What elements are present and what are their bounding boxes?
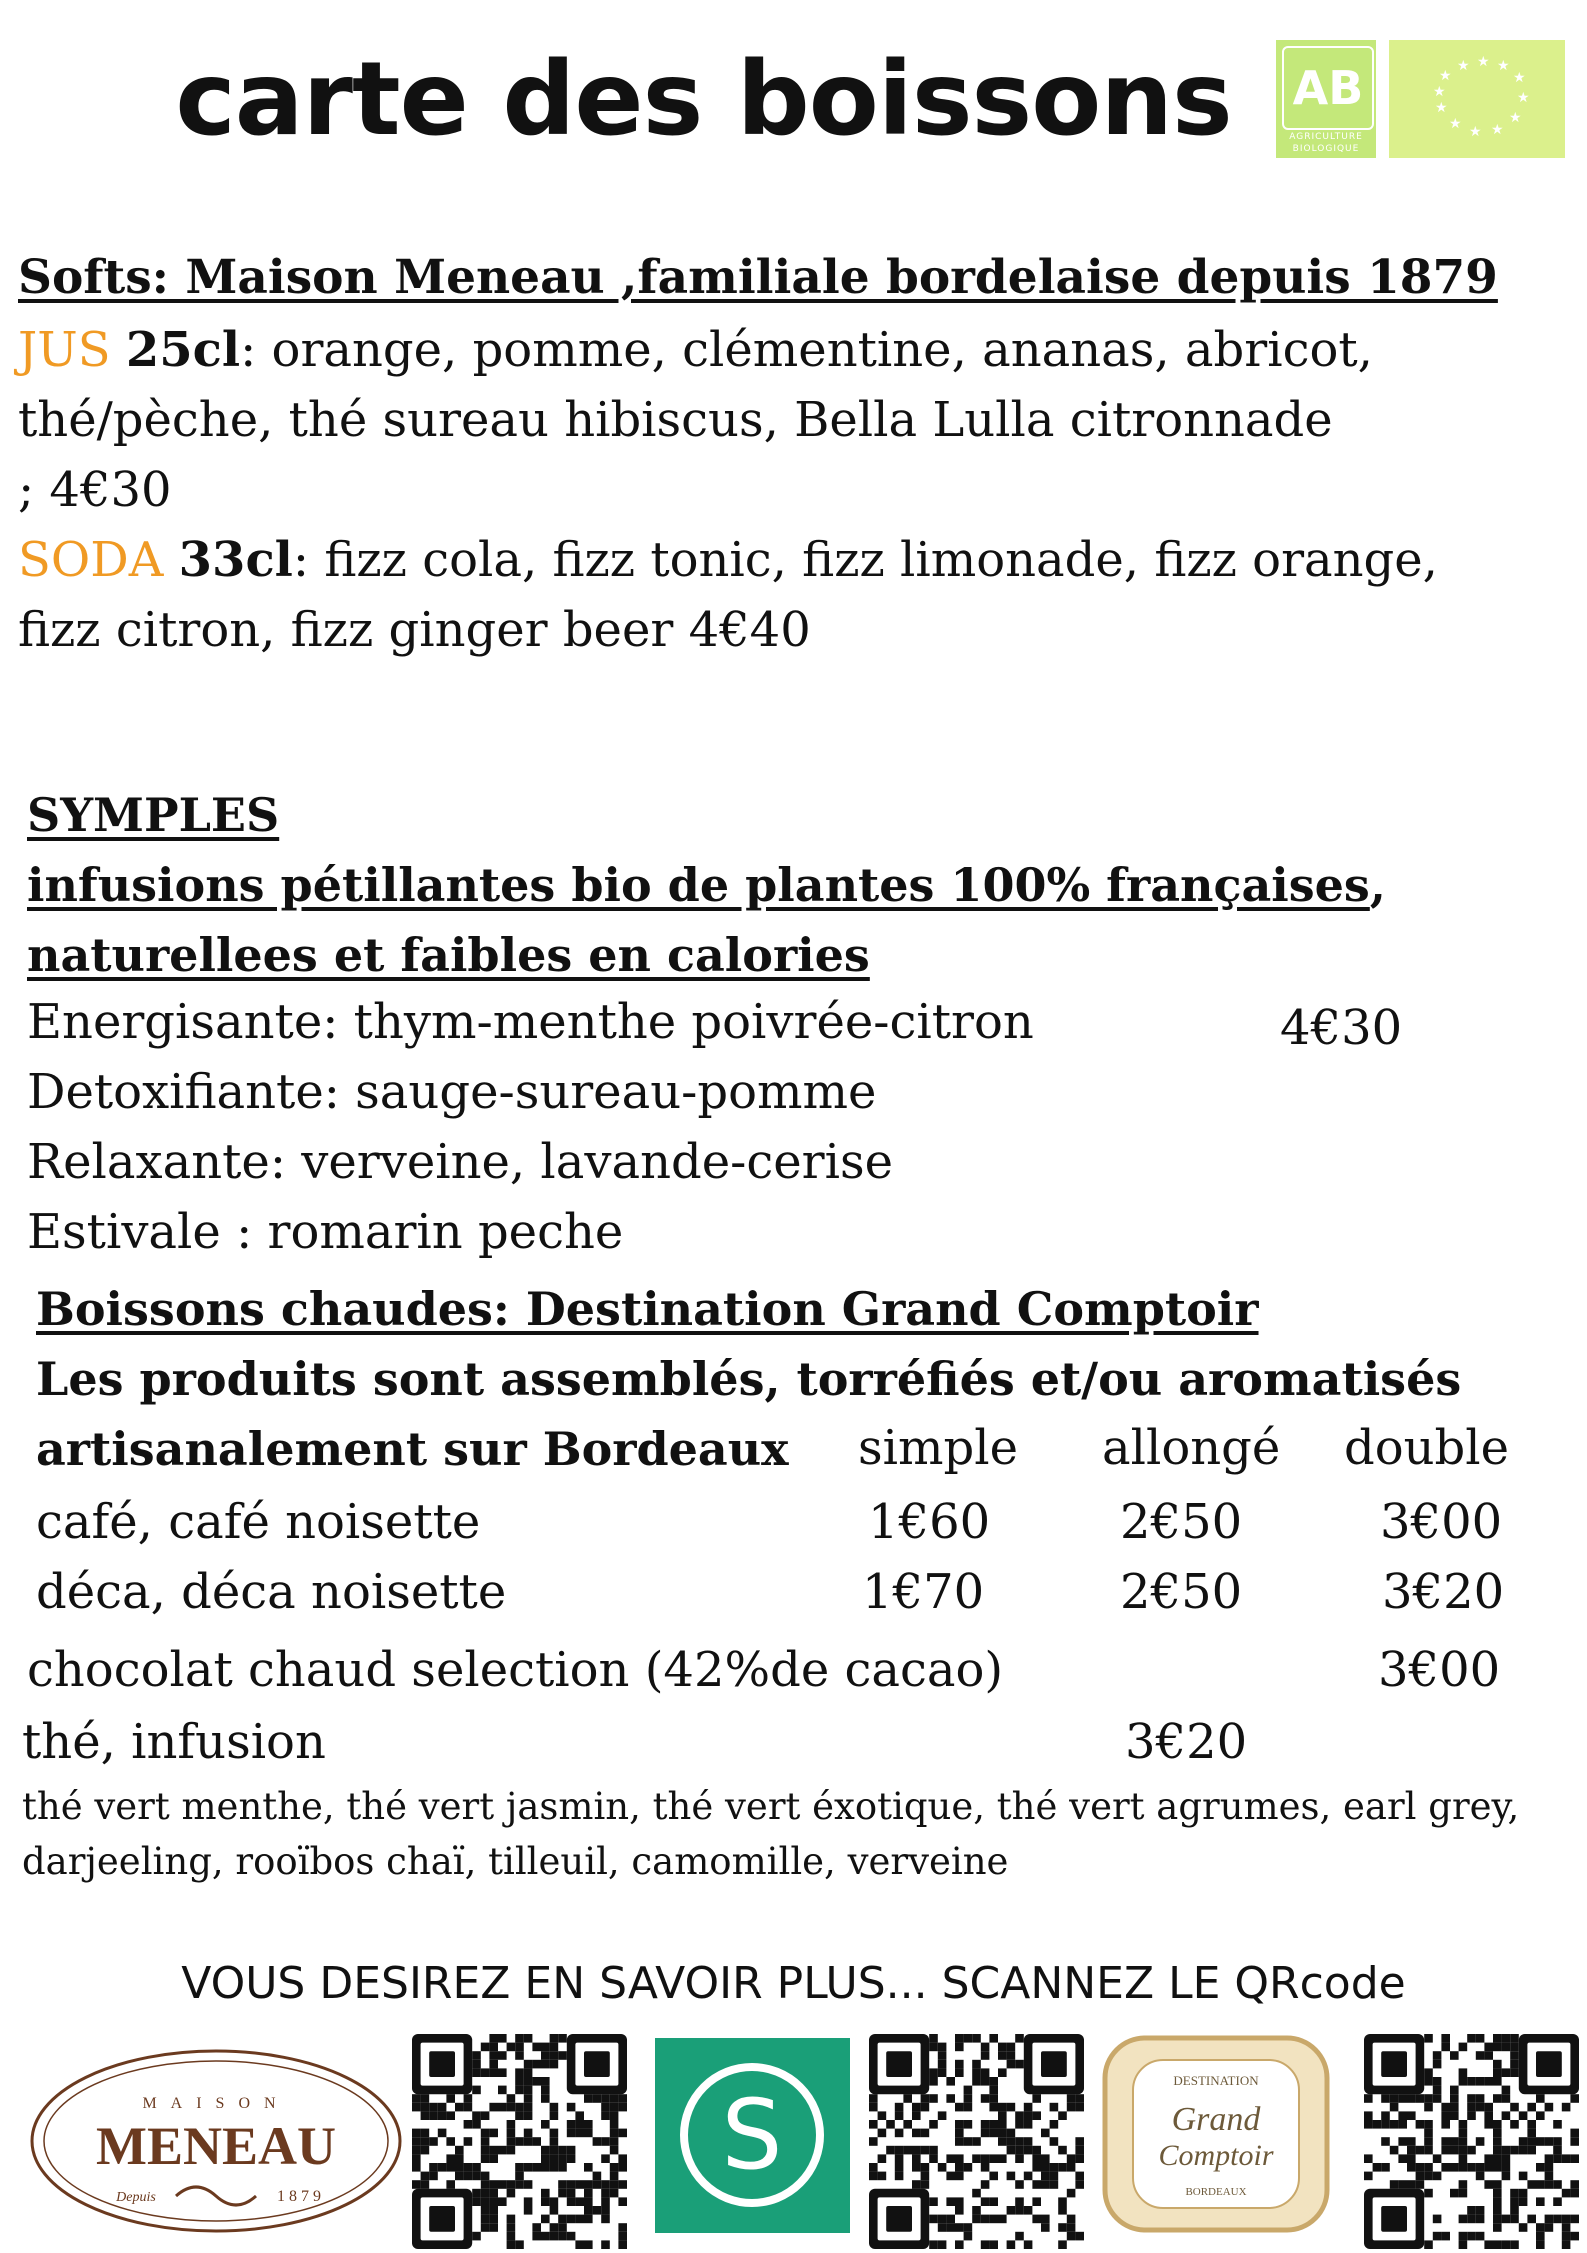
jus-price: ; 4€30	[18, 462, 172, 518]
the-list-1: thé vert menthe, thé vert jasmin, thé vert éxotique, thé vert agrumes, earl grey,	[22, 1785, 1520, 1828]
svg-text:★: ★	[1457, 58, 1470, 74]
jus-label: JUS	[18, 322, 111, 378]
hot-drinks-subheading-2: artisanalement sur Bordeaux	[36, 1422, 789, 1476]
symples-price: 4€30	[1280, 1000, 1403, 1056]
jus-line-1	[18, 322, 1373, 378]
eu-leaf-stars-icon	[1389, 40, 1565, 158]
ab-organic-logo	[1276, 40, 1376, 158]
svg-text:★: ★	[1469, 124, 1482, 140]
gc-comptoir-text: Comptoir	[1158, 2139, 1274, 2172]
gc-grand-text: Grand	[1171, 2101, 1261, 2138]
column-header-allonge: allongé	[1102, 1420, 1281, 1476]
hot-row-price-simple: 1€60	[868, 1494, 991, 1550]
svg-text:★: ★	[1449, 116, 1462, 132]
soda-flavors: : fizz cola, fizz tonic, fizz limonade, fizz orange,	[292, 532, 1438, 588]
ab-mark: AB	[1282, 46, 1374, 130]
svg-text:★: ★	[1439, 68, 1452, 84]
symples-subheading-1-tail: ,	[1369, 858, 1386, 912]
meneau-depuis-text: Depuis	[116, 2190, 156, 2205]
soda-line-2: fizz citron, fizz ginger beer 4€40	[18, 602, 811, 658]
qr-code-grand-comptoir[interactable]	[1364, 2034, 1579, 2249]
svg-text:★: ★	[1513, 70, 1526, 86]
symples-logo-letter: S	[721, 2079, 783, 2191]
softs-heading: Softs: Maison Meneau ,familiale bordelaise depuis 1879	[18, 250, 1498, 305]
symples-item: Relaxante: verveine, lavande-cerise	[27, 1134, 894, 1190]
symples-subheading-2: naturellees et faibles en calories	[27, 928, 870, 982]
symples-subheading-1-text: infusions pétillantes bio de plantes 100% françaises	[27, 858, 1370, 912]
the-name: thé, infusion	[22, 1714, 326, 1770]
hot-drinks-subheading-1: Les produits sont assemblés, torréfiés et/ou aromatisés	[36, 1352, 1462, 1406]
meneau-top-text: MAISON	[142, 2095, 290, 2112]
gc-city-text: BORDEAUX	[1185, 2186, 1247, 2198]
hot-row-price-simple: 1€70	[862, 1564, 985, 1620]
column-header-double: double	[1344, 1420, 1510, 1476]
page-title: carte des boissons	[175, 40, 1232, 159]
soda-label: SODA	[18, 532, 164, 588]
symples-item: Energisante: thym-menthe poivrée-citron	[27, 994, 1034, 1050]
symples-heading: SYMPLES	[27, 788, 280, 842]
svg-text:★: ★	[1517, 90, 1530, 106]
svg-text:★: ★	[1477, 54, 1490, 70]
jus-size: 25cl	[125, 322, 241, 378]
svg-text:★: ★	[1491, 122, 1504, 138]
maison-meneau-logo	[26, 2046, 406, 2236]
the-price: 3€20	[1125, 1714, 1248, 1770]
symples-logo	[655, 2038, 850, 2233]
the-list-2: darjeeling, rooïbos chaï, tilleuil, camomille, verveine	[22, 1840, 1009, 1883]
chocolat-name: chocolat chaud selection (42%de cacao)	[27, 1642, 1004, 1698]
column-header-simple: simple	[858, 1420, 1018, 1476]
hot-row-name: café, café noisette	[36, 1494, 481, 1550]
hot-drinks-heading: Boissons chaudes: Destination Grand Comptoir	[36, 1282, 1259, 1336]
jus-line-2: thé/pèche, thé sureau hibiscus, Bella Lulla citronnade	[18, 392, 1333, 448]
ab-caption-1: AGRICULTURE	[1289, 132, 1363, 142]
symples-item: Estivale : romarin peche	[27, 1204, 624, 1260]
hot-row-price-double: 3€00	[1380, 1494, 1503, 1550]
qr-code-symples[interactable]	[869, 2034, 1084, 2249]
hot-row-name: déca, déca noisette	[36, 1564, 507, 1620]
symples-item: Detoxifiante: sauge-sureau-pomme	[27, 1064, 877, 1120]
hot-row-price-allonge: 2€50	[1120, 1564, 1243, 1620]
jus-flavors: : orange, pomme, clémentine, ananas, abricot,	[240, 322, 1373, 378]
footer-text: VOUS DESIREZ EN SAVOIR PLUS... SCANNEZ LE QRcode	[181, 1958, 1406, 2009]
soda-size: 33cl	[178, 532, 293, 588]
svg-text:★: ★	[1497, 58, 1510, 74]
svg-text:★: ★	[1435, 100, 1448, 116]
svg-text:★: ★	[1509, 110, 1522, 126]
gc-destination-text: DESTINATION	[1173, 2073, 1259, 2088]
ab-caption-2: BIOLOGIQUE	[1292, 144, 1360, 154]
hot-row-price-allonge: 2€50	[1120, 1494, 1243, 1550]
hot-row-price-double: 3€20	[1382, 1564, 1505, 1620]
meneau-name-text: MENEAU	[96, 2116, 336, 2176]
meneau-year-text: 1879	[277, 2188, 325, 2205]
symples-subheading-1	[27, 858, 1386, 912]
eu-organic-logo	[1389, 40, 1565, 158]
grand-comptoir-logo	[1097, 2030, 1335, 2238]
chocolat-price: 3€00	[1378, 1642, 1501, 1698]
soda-line-1	[18, 532, 1438, 588]
svg-text:★: ★	[1433, 84, 1446, 100]
qr-code-meneau[interactable]	[412, 2034, 627, 2249]
